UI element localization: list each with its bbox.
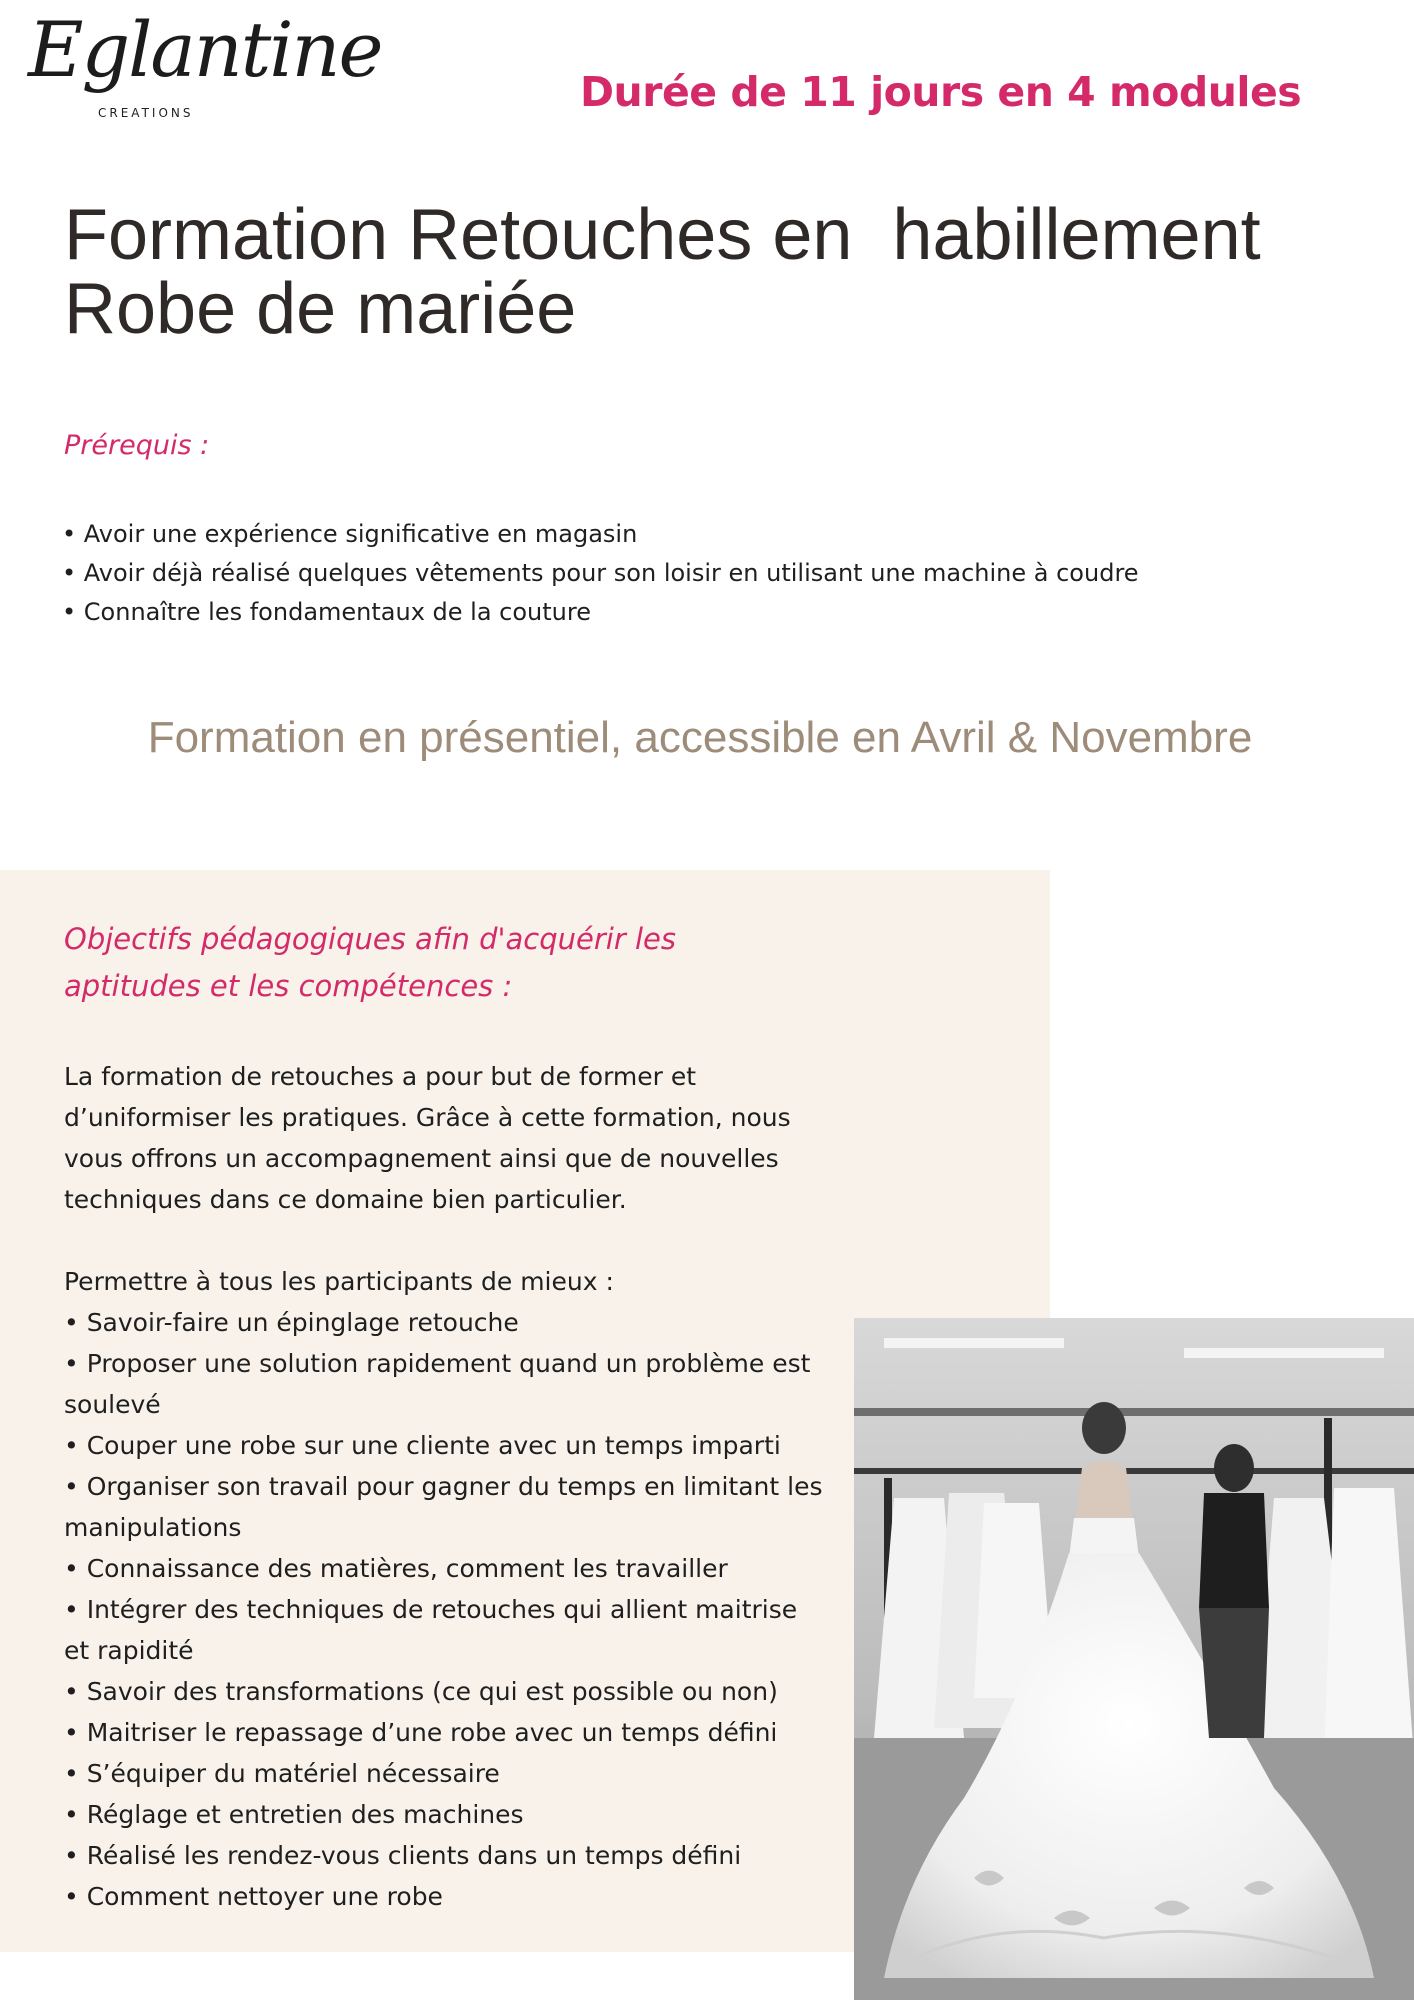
objective-item: • Organiser son travail pour gagner du temps en limitant les manipulations <box>64 1472 823 1542</box>
intro-line: vous offrons un accompagnement ainsi que de nouvelles <box>64 1144 779 1173</box>
objectives-body <box>64 1056 824 1917</box>
objectives-heading-line: Objectifs pédagogiques afin d'acquérir les <box>64 922 677 956</box>
brand-name: Eglantine <box>28 5 382 94</box>
objective-item: • Savoir-faire un épinglage retouche <box>64 1308 519 1337</box>
list-intro: Permettre à tous les participants de mieux : <box>64 1267 614 1296</box>
intro-line: techniques dans ce domaine bien particulier. <box>64 1185 627 1214</box>
objective-item: • Réalisé les rendez-vous clients dans un temps défini <box>64 1841 742 1870</box>
prereq-item: • Avoir une expérience significative en magasin <box>62 520 638 548</box>
prereq-item: • Connaître les fondamentaux de la couture <box>62 598 591 626</box>
title-line-1: Formation Retouches en habillement <box>64 195 1261 275</box>
page-title <box>64 195 1261 349</box>
bridal-dress-photo <box>854 1318 1414 2000</box>
objective-item: • Proposer une solution rapidement quand un problème est soulevé <box>64 1349 811 1419</box>
objective-item: • Connaissance des matières, comment les travailler <box>64 1554 728 1583</box>
objectives-heading-line: aptitudes et les compétences : <box>64 969 513 1003</box>
intro-line: La formation de retouches a pour but de former et <box>64 1062 697 1091</box>
prereq-list <box>62 515 1139 632</box>
objectives-heading <box>64 916 784 1010</box>
objective-item: • Intégrer des techniques de retouches qui allient maitrise et rapidité <box>64 1595 798 1665</box>
brand-subtitle: CREATIONS <box>98 106 194 120</box>
objective-item: • Réglage et entretien des machines <box>64 1800 524 1829</box>
objective-item: • Comment nettoyer une robe <box>64 1882 443 1911</box>
prereq-heading: Prérequis : <box>64 430 210 461</box>
objective-item: • Savoir des transformations (ce qui est possible ou non) <box>64 1677 778 1706</box>
title-line-2: Robe de mariée <box>64 269 577 349</box>
duration-label: Durée de 11 jours en 4 modules <box>580 68 1302 116</box>
availability-text: Formation en présentiel, accessible en Avril & Novembre <box>147 713 1253 762</box>
objective-item: • Maitriser le repassage d’une robe avec un temps défini <box>64 1718 778 1747</box>
prereq-item: • Avoir déjà réalisé quelques vêtements pour son loisir en utilisant une machine à coudre <box>62 559 1139 587</box>
objective-item: • Couper une robe sur une cliente avec un temps imparti <box>64 1431 781 1460</box>
intro-line: d’uniformiser les pratiques. Grâce à cette formation, nous <box>64 1103 791 1132</box>
objective-item: • S’équiper du matériel nécessaire <box>64 1759 500 1788</box>
brand-logo <box>28 5 382 122</box>
